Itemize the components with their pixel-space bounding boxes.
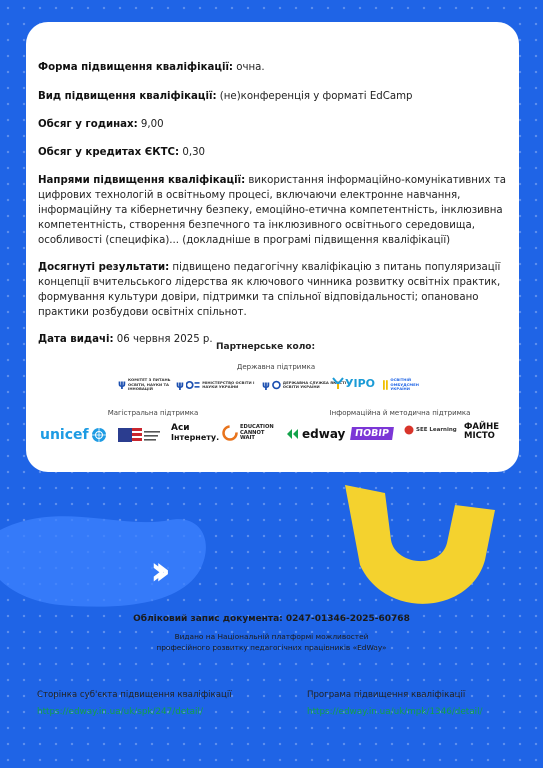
issue-date-value: 06 червня 2025 р.: [116, 334, 213, 345]
edway-mark-icon: [286, 427, 300, 441]
uiro-logo-text: УІРО: [345, 376, 375, 390]
results-value: підвищено педагогічну кваліфікацію з питань популяризації концепції вчительського лідерства як ключового чинника розвитку освітніх практик, формування культури довіри, підтримки та спільної відповідальності; опановано практики розбудови освітніх спільнот.: [38, 262, 501, 318]
form-field: [38, 60, 508, 75]
asy-logo-line2: Інтернету.: [171, 433, 220, 442]
kind-value: (не)конференція у форматі EdCamp: [219, 91, 413, 102]
globe-icon: [91, 427, 107, 443]
issued-line-1: Видано на Національній платформі можливостей: [174, 632, 369, 641]
povir-logo-text: ПОВІР: [354, 428, 390, 439]
committee-logo: [118, 378, 178, 392]
credits-field: [38, 145, 508, 160]
ministry-mark-icon: [186, 378, 200, 392]
results-label: Досягнуті результати:: [38, 262, 170, 273]
povir-logo: [350, 427, 394, 440]
unicef-logo-text: unicef: [40, 427, 89, 443]
hours-field: [38, 117, 508, 132]
credits-label: Обсяг у кредитах ЄКТС:: [38, 147, 180, 158]
results-field: [38, 260, 508, 320]
fayne-misto-logo: [464, 423, 499, 441]
ecw-logo: [222, 424, 274, 442]
hours-value: 9,00: [140, 119, 164, 130]
usaid-logo: [118, 427, 162, 443]
info-support-label: Інформаційна й методична підтримка: [329, 409, 471, 417]
service-mark-icon: [272, 378, 281, 392]
directions-field: [38, 173, 508, 248]
form-label: Форма підвищення кваліфікації:: [38, 62, 234, 73]
ministry-logo-text: МІНІСТЕРСТВО ОСВІТИ І НАУКИ УКРАЇНИ: [202, 379, 255, 389]
see-learning-logo: [404, 425, 457, 435]
trident-icon: ψ: [176, 379, 184, 391]
issue-date-label: Дата видачі:: [38, 334, 114, 345]
ombudsman-mark-icon: [383, 377, 388, 393]
program-block: [307, 690, 483, 717]
uiro-mark-icon: [332, 376, 344, 390]
kind-field: [38, 89, 508, 104]
trident-icon: ψ: [262, 379, 270, 391]
fayne-logo-line2: МІСТО: [464, 431, 495, 441]
provider-page-block: [37, 690, 232, 717]
issued-note: [0, 632, 543, 653]
committee-logo-text: КОМІТЕТ З ПИТАНЬ ОСВІТИ, НАУКИ ТА ІННОВАЦІЙ: [127, 377, 171, 391]
uiro-logo: [332, 376, 375, 390]
fayne-logo-line1: ФАЙНЕ: [464, 422, 500, 432]
blue-wave-decoration: [0, 470, 300, 620]
chevron-right-icon: ››: [150, 548, 159, 594]
ecw-logo-text: EDUCATION CANNOT WAIT: [240, 424, 274, 442]
directions-label: Напрями підвищення кваліфікації:: [38, 175, 246, 186]
edway-logo-text: edway: [302, 427, 346, 441]
ministry-logo: [176, 378, 266, 392]
credits-value: 0,30: [182, 147, 206, 158]
service-logo-text: ДЕРЖАВНА СЛУЖБА ЯКОСТІ ОСВІТИ УКРАЇНИ: [282, 379, 347, 389]
usaid-flag-icon: [118, 427, 162, 443]
ecw-circle-icon: [222, 425, 238, 441]
trident-icon: ψ: [118, 379, 126, 391]
see-learning-logo-text: SEE Learning: [416, 427, 457, 433]
directions-value: використання інформаційно-комунікативних та цифрових технологій в освітньому процесі, включаючи електронне навчання, інформаційну та кібернетичну безпеку, емоційно-етична компетентність, інклюзивна компетентність, створення безпечного та інклюзивного освітнього середовища, особливості (специфіка)... (докладніше в програмі підвищення кваліфікації): [38, 175, 507, 246]
asy-logo-line1: Аси: [171, 423, 190, 433]
certificate-card: [26, 22, 519, 472]
form-value: очна.: [236, 62, 265, 73]
document-record: Обліковий запис документа: 0247-01346-2025-60768: [133, 614, 410, 624]
hours-label: Обсяг у годинах:: [38, 119, 138, 130]
kind-label: Вид підвищення кваліфікації:: [38, 91, 217, 102]
see-learning-mark-icon: [404, 425, 414, 435]
edway-logo: [286, 427, 345, 441]
unicef-logo: [40, 427, 107, 443]
yellow-u-decoration: [345, 465, 505, 615]
state-support-label: Державна підтримка: [236, 363, 316, 371]
provider-page-title: Сторінка суб'єкта підвищення кваліфікації: [37, 690, 232, 700]
asy-internetu-logo: [171, 423, 219, 443]
partners-title: Партнерське коло:: [216, 342, 316, 352]
provider-page-link[interactable]: https://edway.in.ua/uk/spk/247/detail/: [37, 707, 203, 717]
program-link[interactable]: https://edway.in.ua/uk/mpk/1346/detail/: [307, 707, 483, 717]
ombudsman-logo-text: ОСВІТНІЙ ОМБУДСМЕН УКРАЇНИ: [390, 377, 419, 392]
ombudsman-logo: [383, 377, 433, 393]
program-title: Програма підвищення кваліфікації: [307, 690, 466, 700]
main-support-label: Магістральна підтримка: [107, 409, 199, 417]
issued-line-2: професійного розвитку педагогічних працівників «EdWay»: [156, 642, 387, 652]
